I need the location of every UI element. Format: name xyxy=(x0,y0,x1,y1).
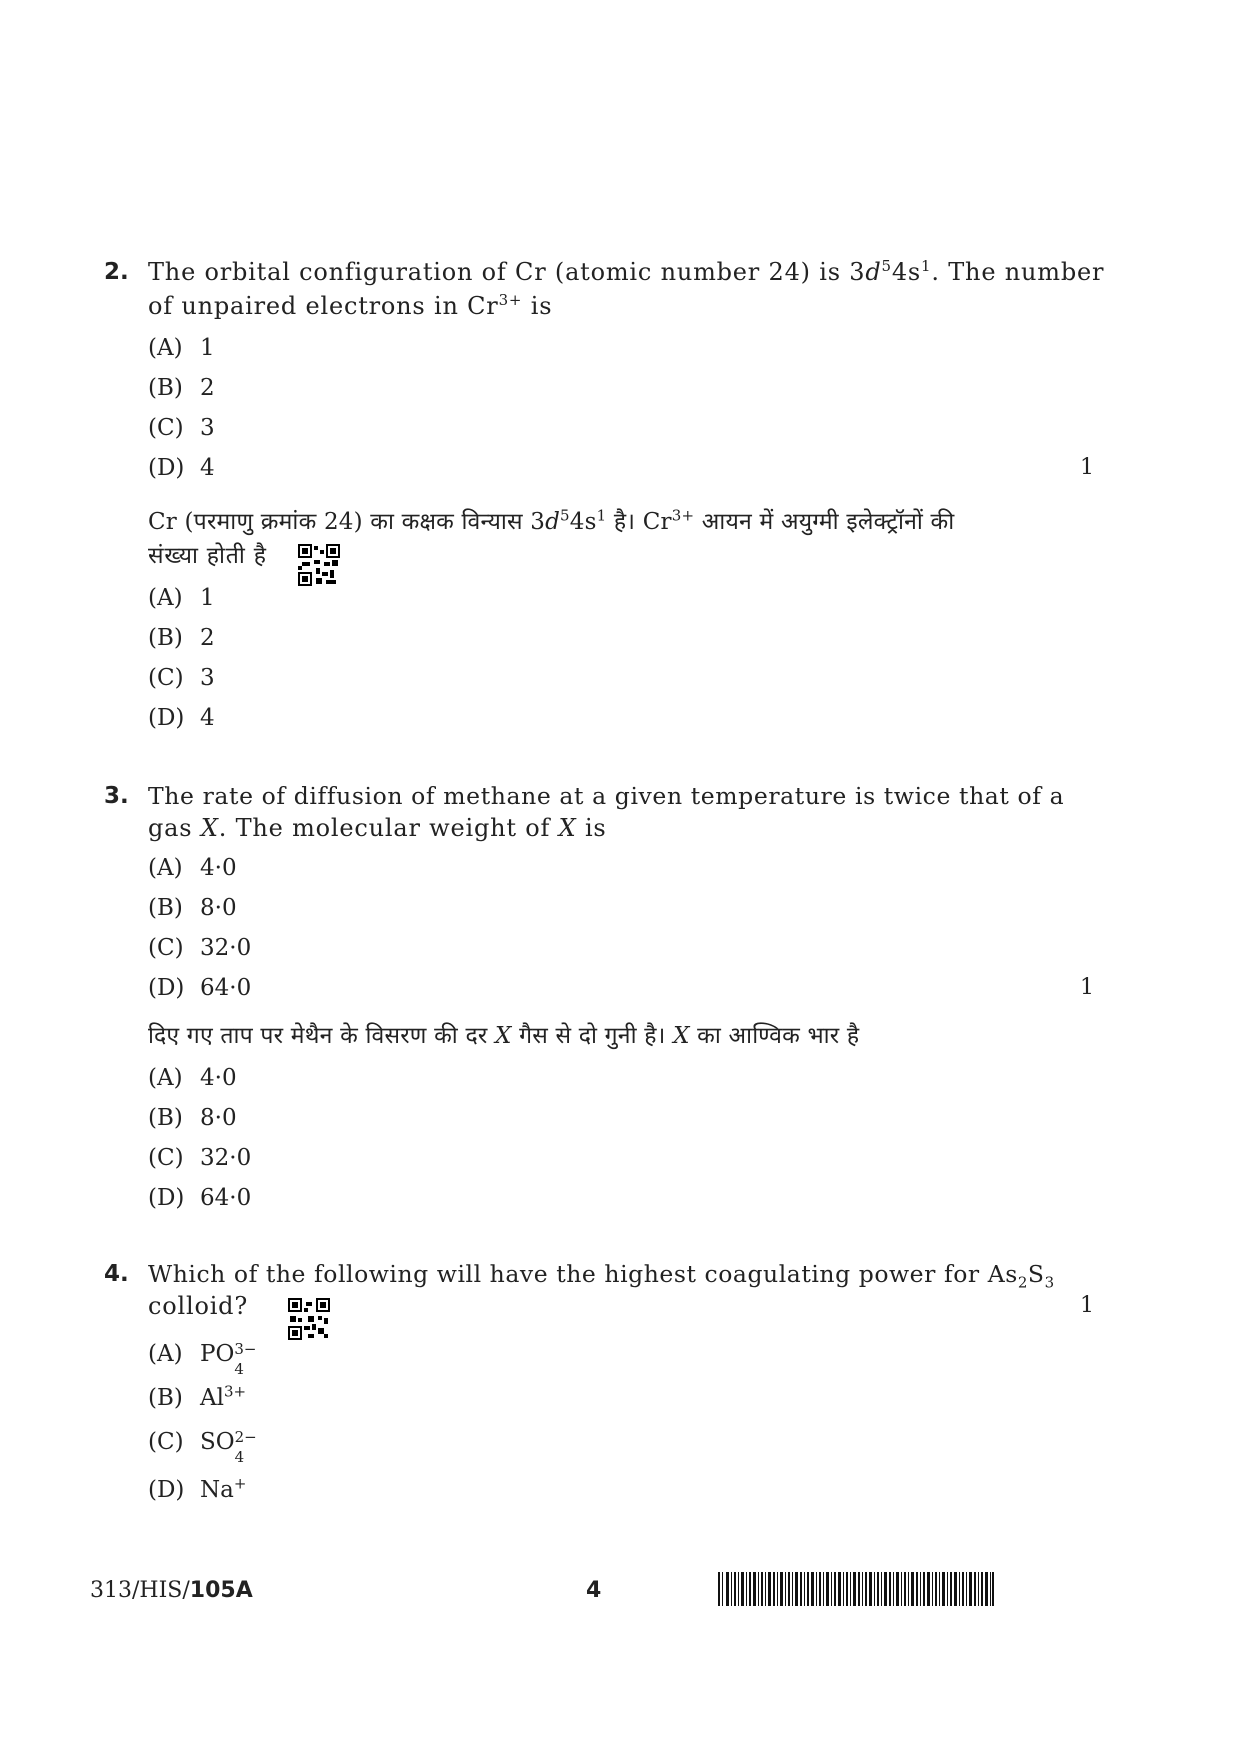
option-a: (A) 4·0 xyxy=(148,855,237,881)
question-4-text-line-2: colloid? xyxy=(148,1292,248,1320)
option-c: (C) 3 xyxy=(148,665,215,691)
option-d: (D) 64·0 xyxy=(148,975,252,1001)
option-a: (A) PO 3− 4 xyxy=(148,1340,257,1378)
option-d: (D) 4 xyxy=(148,705,215,731)
option-d: (D) 4 xyxy=(148,455,215,481)
option-d: (D) 64·0 xyxy=(148,1185,252,1211)
page-number: 4 xyxy=(586,1578,602,1603)
qr-code-icon xyxy=(288,1298,330,1340)
paper-code: 313/HIS/105A xyxy=(90,1578,253,1603)
option-c: (C) 32·0 xyxy=(148,1145,252,1171)
question-3-text-line-2: gas X. The molecular weight of X is xyxy=(148,814,607,842)
option-a: (A) 1 xyxy=(148,335,215,361)
question-2-text-line-1: The orbital configuration of Cr (atomic number 24) is $3d^54s^1$. The number xyxy=(148,257,1105,286)
question-number: 2. xyxy=(104,259,129,285)
question-2-text-line-2: of unpaired electrons in $Cr^{3+}$ is xyxy=(148,291,553,320)
marks: 1 xyxy=(1080,975,1094,1000)
option-b: (B) $Al^{3+}$ xyxy=(148,1382,247,1411)
marks: 1 xyxy=(1080,1293,1094,1318)
question-number: 4. xyxy=(104,1261,129,1287)
question-2-hindi-line-1: Cr (परमाणु क्रमांक 24) का कक्षक विन्यास $3d^54s^1$ है। $Cr^{3+}$ आयन में अयुग्मी इलेक्ट्रॉनों की xyxy=(148,506,955,535)
option-a: (A) 1 xyxy=(148,585,215,611)
option-d: (D) Na+ xyxy=(148,1474,247,1503)
option-c: (C) 3 xyxy=(148,415,215,441)
option-a: (A) 4·0 xyxy=(148,1065,237,1091)
question-2-hindi-line-2: संख्या होती है xyxy=(148,543,267,569)
question-number: 3. xyxy=(104,783,129,809)
option-b: (B) 8·0 xyxy=(148,895,237,921)
marks: 1 xyxy=(1080,455,1094,480)
option-b: (B) 2 xyxy=(148,625,215,651)
question-4-text-line-1: Which of the following will have the highest coagulating power for $As_2S_3$ xyxy=(148,1260,1055,1292)
option-c: (C) 32·0 xyxy=(148,935,252,961)
question-3-text-line-1: The rate of diffusion of methane at a given temperature is twice that of a xyxy=(148,782,1065,810)
qr-code-icon xyxy=(298,544,340,586)
question-3-hindi-text: दिए गए ताप पर मेथैन के विसरण की दर X गैस से दो गुनी है। X का आण्विक भार है xyxy=(148,1023,860,1049)
option-c: (C) SO 2− 4 xyxy=(148,1428,257,1466)
option-b: (B) 8·0 xyxy=(148,1105,237,1131)
barcode-icon xyxy=(718,1572,994,1606)
option-b: (B) 2 xyxy=(148,375,215,401)
